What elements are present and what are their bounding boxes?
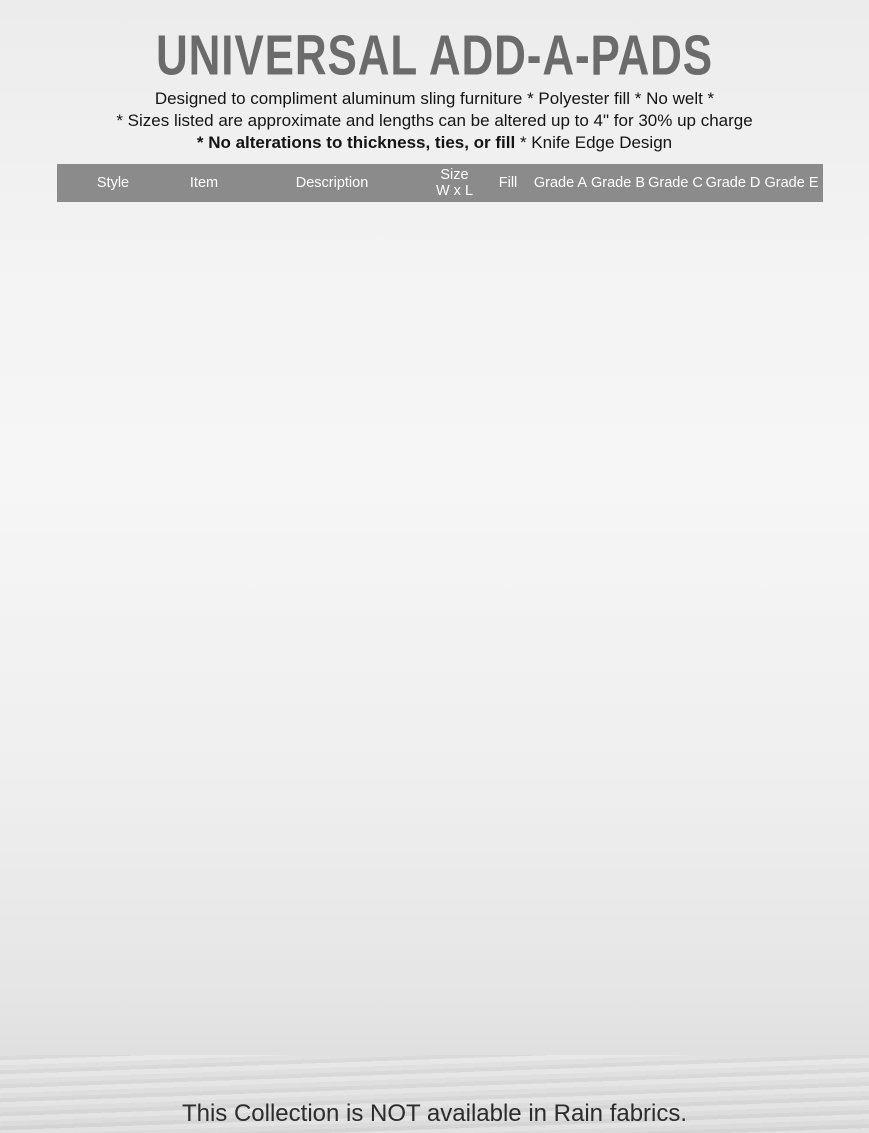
- subtitle-line-3-regular: * Knife Edge Design: [515, 133, 673, 153]
- column-header-sublabel: W x L: [435, 183, 474, 200]
- column-header-label: Style: [96, 174, 130, 191]
- column-header-label: Size: [440, 166, 469, 183]
- column-header-item: [169, 164, 239, 202]
- footer-note: This Collection is NOT available in Rain fabrics.: [181, 1100, 688, 1127]
- column-header-description: [239, 164, 425, 202]
- table-header-row: [57, 164, 823, 202]
- column-header-grade-c: [647, 164, 704, 202]
- subtitle-line-3-bold: * No alterations to thickness, ties, or fill: [196, 133, 516, 153]
- column-header-grade-d: [704, 164, 762, 202]
- column-header-label: Grade C: [648, 174, 703, 191]
- page-title: UNIVERSAL ADD-A-PADS: [155, 23, 714, 88]
- column-header-label: Item: [189, 174, 219, 191]
- page-header: [0, 0, 869, 154]
- column-header-fill: [484, 164, 532, 202]
- column-header-grade-e: [762, 164, 821, 202]
- column-header-label: Grade D: [705, 174, 761, 191]
- column-header-label: Description: [295, 174, 369, 191]
- subtitle-line-1: Designed to compliment aluminum sling furniture * Polyester fill * No welt *: [154, 89, 715, 108]
- column-header-label: Grade E: [764, 174, 819, 191]
- subtitle-line-2: * Sizes listed are approximate and lengths can be altered up to 4" for 30% up charge: [116, 111, 753, 131]
- column-header-label: Grade A: [533, 174, 588, 191]
- subtitle-line-3: [0, 132, 869, 154]
- column-header-label: Fill: [498, 174, 518, 191]
- column-header-grade-b: [589, 164, 647, 202]
- column-header-grade-a: [532, 164, 589, 202]
- column-header-label: Grade B: [591, 174, 645, 191]
- column-header-size: [425, 164, 484, 202]
- column-header-style: [57, 164, 169, 202]
